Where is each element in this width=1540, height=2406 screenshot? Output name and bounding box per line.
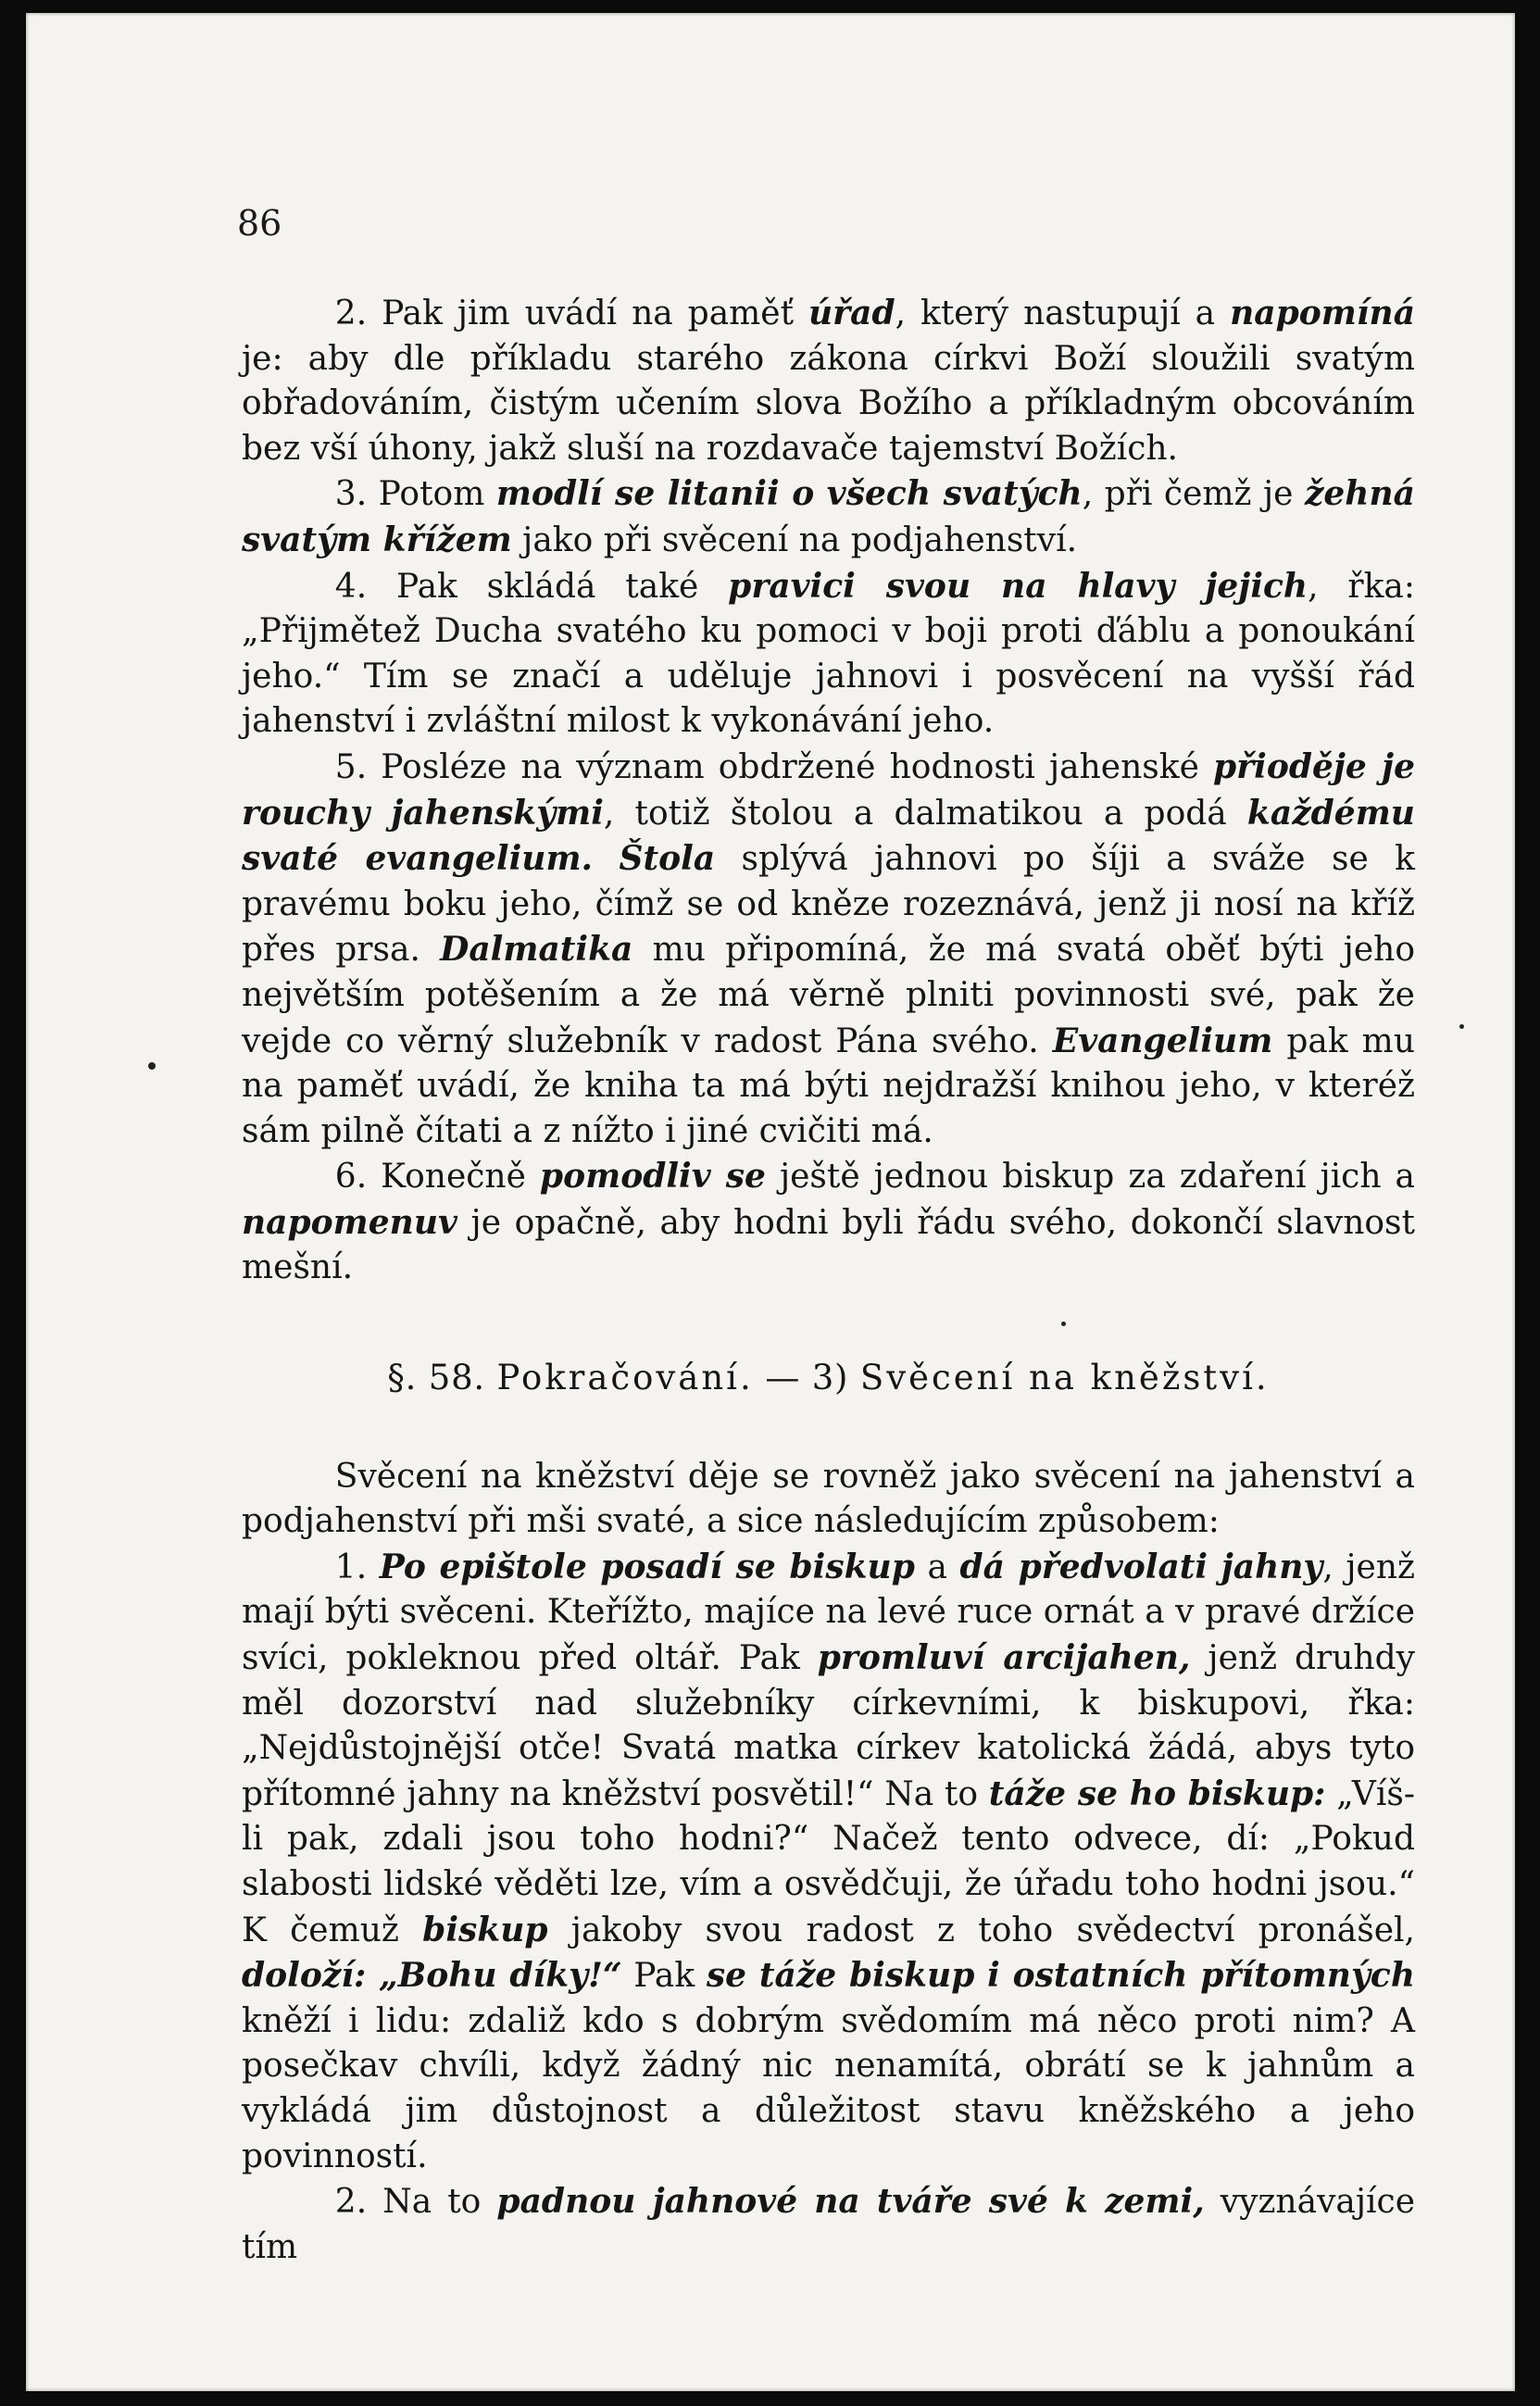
print-speck — [148, 1062, 156, 1070]
paragraph-4: 4. Pak skládá také pravici svou na hlavy jejich, řka: „Přijmětež Ducha svatého ku pomoci v boji proti ďáblu a ponoukání jeho.“ Tím se značí a uděluje jahnovi i posvěcení na vyšší řád jahenství i zvláštní milost k vykonávání jeho. — [242, 566, 1415, 741]
page-text — [242, 291, 1415, 2270]
print-speck — [1459, 1024, 1464, 1029]
book-page — [26, 13, 1515, 2391]
paragraph-6: 6. Konečně pomodliv se ještě jednou biskup za zdaření jich a napomenuv je opačně, aby hodni byli řádu svého, dokončí slavnost mešní. — [242, 1157, 1415, 1287]
page-number: 86 — [237, 203, 282, 244]
paragraph-2b: 2. Na to padnou jahnové na tváře své k zemi, vyznávajíce tím — [242, 2182, 1416, 2266]
section-heading: §. 58. Pokračování. — 3) Svěcení na kněžství. — [387, 1358, 1270, 1398]
paragraph-1: 1. Po epištole posadí se biskup a dá předvolati jahny, jenž mají býti svěceni. Kteřížto, majíce na levé ruce ornát a v pravé držíce svíci, pokleknou před oltář. Pak promluví arcijahen, jenž druhdy měl dozorství nad služebníky církevními, k biskupovi, řka: „Nejdůstojnější otče! Svatá matka církev katolická žádá, abys tyto přítomné jahny na kněžství posvětil!“ Na to táže se ho biskup: „Víš-li pak, zdali jsou toho hodni?“ Načež tento odvece, dí: „Pokud slabosti lidské věděti lze, vím a osvědčuji, že úřadu toho hodni jsou.“ K čemuž biskup jakoby svou radost z toho svědectví pronášel, doloží: „Bohu díky!“ Pak se táže biskup i ostatních přítomných kněží i lidu: zdaliž kdo s dobrým svědomím má něco proti nim? A posečkav chvíli, když žádný nic nenamítá, obrátí se k jahnům a vykládá jim důstojnost a důležitost stavu kněžského a jeho povinností. — [242, 1547, 1416, 2175]
print-speck — [1061, 1322, 1066, 1326]
section-intro: Svěcení na kněžství děje se rovněž jako svěcení na jahenství a podjahenství při mši svaté, a sice následujícím způsobem: — [242, 1457, 1415, 1541]
paragraph-5: 5. Posléze na význam obdržené hodnosti jahenské přioděje je rouchy jahenskými, totiž štolou a dalmatikou a podá každému svaté evangelium. Štola splývá jahnovi po šíji a sváže se k pravému boku jeho, čímž se od kněze rozeznává, jenž ji nosí na kříž přes prsa. Dalmatika mu připomíná, že má svatá oběť býti jeho největším potěšením a že má věrně plniti povinnosti své, pak že vejde co věrný služebník v radost Pána svého. Evangelium pak mu na paměť uvádí, že kniha ta má býti nejdražší knihou jeho, v kteréž sám pilně čítati a z nížto i jiné cvičiti má. — [242, 746, 1416, 1150]
paragraph-3: 3. Potom modlí se litanii o všech svatých, při čemž je žehná svatým křížem jako při svěcení na podjahenství. — [242, 474, 1415, 559]
paragraph-2: 2. Pak jim uvádí na paměť úřad, který nastupují a napomíná je: aby dle příkladu starého zákona církvi Boží sloužili svatým obřadováním, čistým učením slova Božího a příkladným obcováním bez vší úhony, jakž sluší na rozdavače tajemství Božích. — [242, 294, 1416, 468]
